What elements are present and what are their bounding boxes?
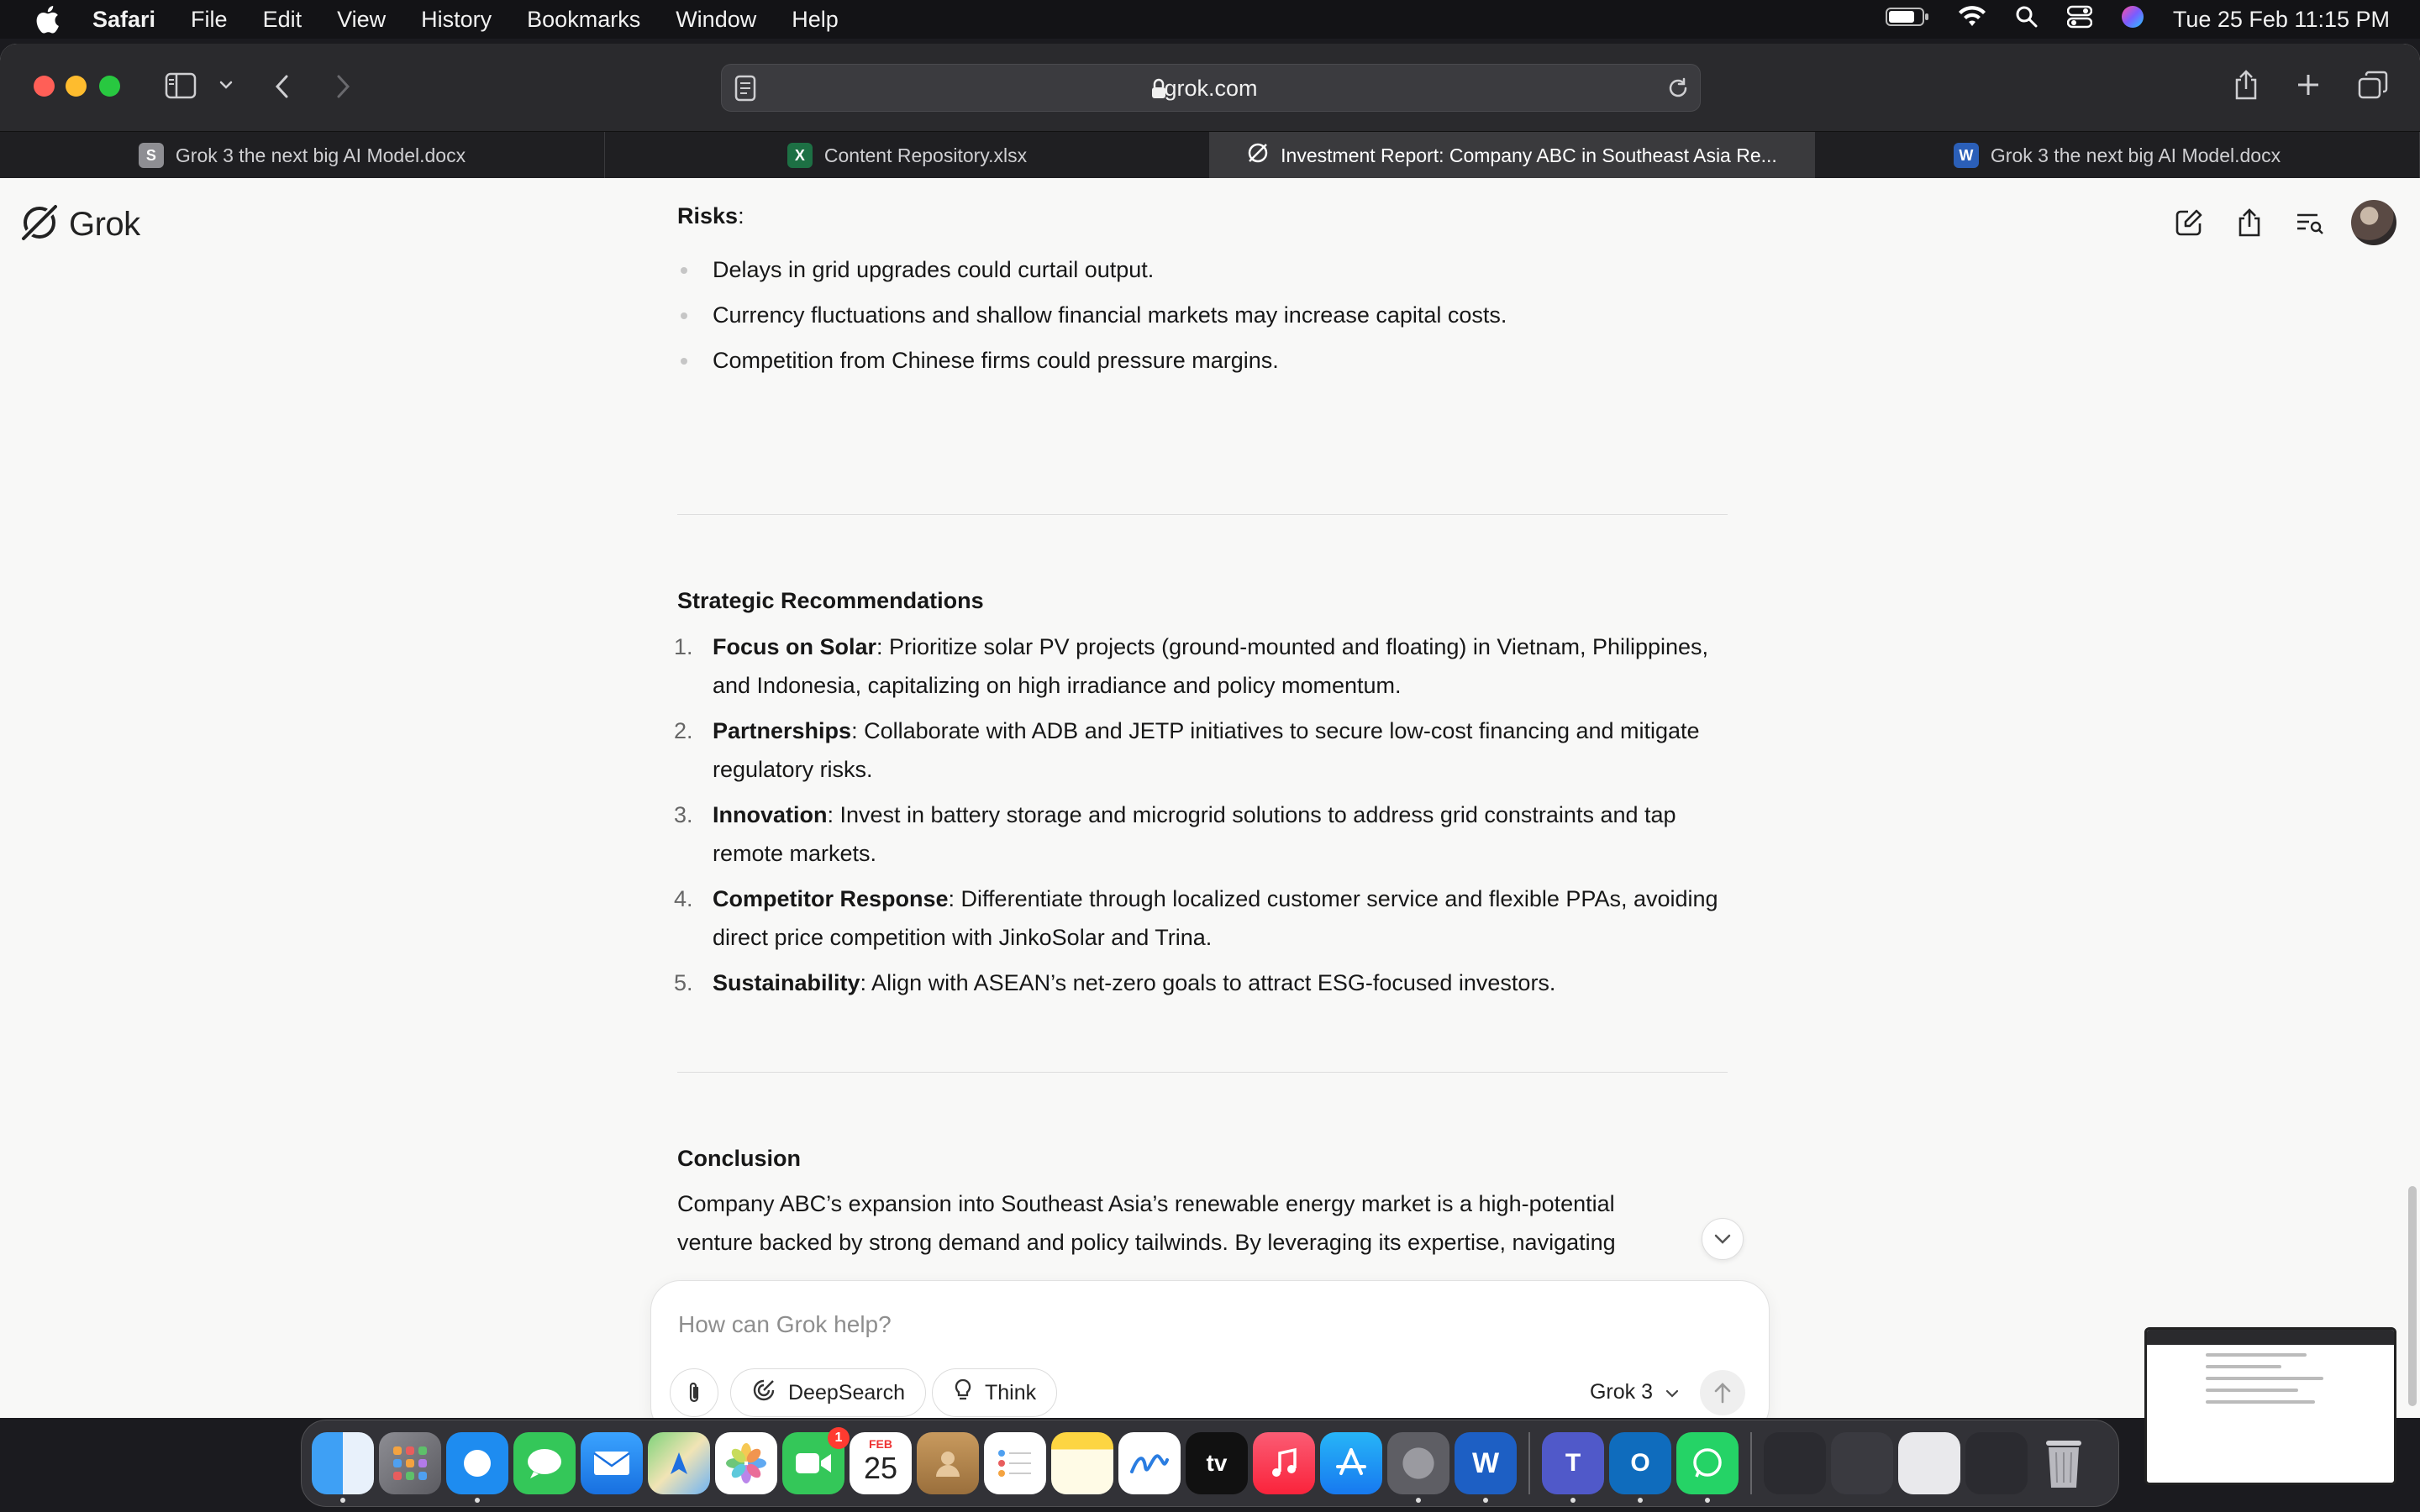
menu-view[interactable]: View (337, 6, 387, 32)
zoom-window-button[interactable] (99, 76, 120, 97)
macos-dock (301, 1420, 2119, 1507)
reminders-icon[interactable] (984, 1432, 1046, 1494)
deepsearch-label: DeepSearch (788, 1380, 905, 1404)
apple-tv-icon[interactable] (1186, 1432, 1248, 1494)
menu-bar-clock[interactable]: Tue 25 Feb 11:15 PM (2172, 6, 2390, 32)
grok-page (0, 178, 2420, 1418)
sidebar-toggle-icon[interactable] (165, 72, 197, 99)
safari-toolbar (0, 44, 2420, 131)
message-composer (650, 1280, 1770, 1418)
notification-badge: 1 (828, 1427, 850, 1449)
microsoft-outlook-icon[interactable]: O (1609, 1432, 1671, 1494)
think-label: Think (985, 1380, 1037, 1404)
share-chat-icon[interactable] (2230, 203, 2269, 242)
section-divider (677, 514, 1728, 515)
thumbnail-line (2206, 1353, 2307, 1357)
menu-app-safari[interactable]: Safari (92, 6, 156, 32)
trash-icon[interactable] (2033, 1432, 2095, 1494)
system-settings-gear-icon[interactable] (1387, 1432, 1449, 1494)
minimized-window-thumbnail[interactable] (1831, 1432, 1893, 1494)
model-selector-label: Grok 3 (1589, 1380, 1653, 1404)
thumbnail-toolbar (2147, 1330, 2394, 1345)
tab-label: Content Repository.xlsx (823, 144, 1028, 166)
model-selector[interactable] (1590, 1380, 1680, 1404)
tab-label: Grok 3 the next big AI Model.docx (175, 144, 466, 166)
list-item: 2. Partnerships: Collaborate with ADB and JETP initiatives to secure low-cost financing and mitigate regulatory risks. (674, 718, 1700, 782)
calendar-icon[interactable] (850, 1432, 912, 1494)
spotlight-search-icon[interactable] (2015, 5, 2039, 34)
menu-edit[interactable]: Edit (262, 6, 302, 32)
dock-separator (1528, 1432, 1530, 1494)
tab-bar (0, 131, 2420, 178)
conclusion-paragraph: Company ABC’s expansion into Southeast Asia’s renewable energy market is a high-potential venture backed by strong demand and policy tailwinds. By leveraging its expertise, navigating (677, 1191, 1616, 1255)
section-divider (677, 1072, 1728, 1073)
page-top-actions (2170, 200, 2396, 245)
thumbnail-line (2206, 1389, 2298, 1392)
grok-logo-text: Grok (69, 206, 140, 243)
minimized-window-thumbnail[interactable] (1898, 1432, 1960, 1494)
minimize-window-button[interactable] (66, 76, 87, 97)
freeform-icon[interactable] (1118, 1432, 1181, 1494)
tab-overview-icon[interactable] (2358, 71, 2388, 99)
menu-bookmarks[interactable]: Bookmarks (527, 6, 641, 32)
dock-separator (1750, 1432, 1752, 1494)
microsoft-word-icon[interactable]: W (1455, 1432, 1517, 1494)
chevron-down-icon[interactable] (218, 79, 234, 91)
facetime-icon[interactable] (782, 1432, 844, 1494)
menu-file[interactable]: File (191, 6, 228, 32)
page-scrollbar[interactable] (2403, 1186, 2420, 1406)
share-icon[interactable] (2233, 69, 2259, 101)
think-button[interactable] (932, 1368, 1057, 1417)
risks-colon: : (738, 203, 744, 228)
scroll-to-bottom-button[interactable] (1702, 1218, 1744, 1260)
messages-icon[interactable] (513, 1432, 576, 1494)
list-item: Competition from Chinese firms could pressure margins. (677, 338, 1728, 383)
send-button[interactable] (1700, 1370, 1745, 1415)
maps-icon[interactable] (648, 1432, 710, 1494)
new-chat-edit-icon[interactable] (2170, 203, 2208, 242)
tab-grok-docx-1[interactable] (0, 132, 605, 179)
wifi-icon[interactable] (1958, 6, 1986, 34)
minimized-window-thumbnail[interactable] (1965, 1432, 2028, 1494)
safari-window (0, 44, 2420, 1418)
prompt-input[interactable] (678, 1311, 1602, 1338)
list-item: Delays in grid upgrades could curtail output. (677, 247, 1728, 292)
app-store-icon[interactable] (1320, 1432, 1382, 1494)
conclusion-heading: Conclusion (677, 1146, 801, 1171)
contacts-icon[interactable] (917, 1432, 979, 1494)
mail-icon[interactable] (581, 1432, 643, 1494)
menu-window[interactable]: Window (676, 6, 757, 32)
music-icon[interactable] (1253, 1432, 1315, 1494)
recommendations-list (674, 627, 1728, 1009)
user-avatar[interactable] (2351, 200, 2396, 245)
whatsapp-icon[interactable] (1676, 1432, 1739, 1494)
tab-favicon: S (139, 143, 164, 168)
thumbnail-line (2206, 1400, 2315, 1404)
recommendations-heading: Strategic Recommendations (677, 588, 984, 613)
thumbnail-line (2206, 1365, 2281, 1368)
notes-icon[interactable] (1051, 1432, 1113, 1494)
siri-icon[interactable] (2121, 5, 2144, 34)
thumbnail-line (2206, 1377, 2323, 1380)
chat-history-search-icon[interactable] (2291, 203, 2329, 242)
launchpad-icon[interactable] (379, 1432, 441, 1494)
risks-heading: Risks (677, 203, 739, 228)
macos-menu-bar (0, 0, 2420, 39)
tab-favicon: X (787, 143, 813, 168)
list-item: 1. Focus on Solar: Prioritize solar PV projects (ground-mounted and floating) in Vietnam, Philippines, and Indonesia, capitalizing on high irradiance and policy momentum. (674, 634, 1709, 698)
new-tab-plus-icon[interactable] (2296, 72, 2321, 97)
tv-label: tv (1206, 1450, 1228, 1476)
safari-compass-icon[interactable] (446, 1432, 508, 1494)
chevron-down-icon (1665, 1380, 1680, 1404)
list-item: 5. Sustainability: Align with ASEAN’s net-zero goals to attract ESG-focused investors. (674, 970, 1556, 995)
tab-content-repository[interactable] (605, 132, 1210, 179)
back-arrow-icon[interactable] (272, 72, 292, 101)
calendar-day: 25 (863, 1451, 898, 1485)
tab-label: Grok 3 the next big AI Model.docx (1990, 144, 2281, 166)
list-item: 3. Innovation: Invest in battery storage and microgrid solutions to address grid constraints and tap remote markets. (674, 802, 1676, 866)
reload-icon[interactable] (1666, 76, 1690, 100)
url-text[interactable]: grok.com (1164, 76, 1258, 101)
menu-help[interactable]: Help (792, 6, 839, 32)
tab-favicon: W (1954, 143, 1979, 168)
calendar-month: FEB (869, 1437, 892, 1451)
risks-list (677, 247, 1728, 383)
list-item: 4. Competitor Response: Differentiate through localized customer service and flexible PPAs, avoiding direct price competition with JinkoSolar and Trina. (674, 886, 1718, 950)
grok-logo-icon (18, 202, 60, 248)
photos-icon[interactable] (715, 1432, 777, 1494)
grok-favicon-icon (1247, 142, 1269, 169)
grok-logo[interactable] (18, 202, 140, 248)
finder-icon[interactable] (312, 1432, 374, 1494)
window-preview-thumbnail[interactable] (2144, 1327, 2396, 1485)
forward-arrow-icon[interactable] (333, 72, 353, 101)
control-center-icon[interactable] (2067, 5, 2092, 34)
tab-label: Investment Report: Company ABC in Southeast Asia Re... (1281, 144, 1777, 166)
tab-investment-report[interactable] (1210, 132, 1815, 179)
battery-icon[interactable] (1886, 7, 1929, 33)
deepsearch-button[interactable] (730, 1368, 926, 1417)
scrollbar-thumb[interactable] (2408, 1186, 2417, 1406)
close-window-button[interactable] (34, 76, 55, 97)
microsoft-teams-icon[interactable]: T (1542, 1432, 1604, 1494)
attach-paperclip-icon[interactable] (670, 1368, 718, 1417)
tab-grok-docx-2[interactable] (1815, 132, 2420, 179)
menu-history[interactable]: History (421, 6, 492, 32)
apple-menu-icon[interactable] (30, 3, 64, 36)
address-bar[interactable] (721, 64, 1701, 112)
minimized-window-thumbnail[interactable] (1764, 1432, 1826, 1494)
deepsearch-icon (751, 1378, 776, 1409)
list-item: Currency fluctuations and shallow financial markets may increase capital costs. (677, 292, 1728, 338)
lightbulb-icon (953, 1378, 973, 1409)
